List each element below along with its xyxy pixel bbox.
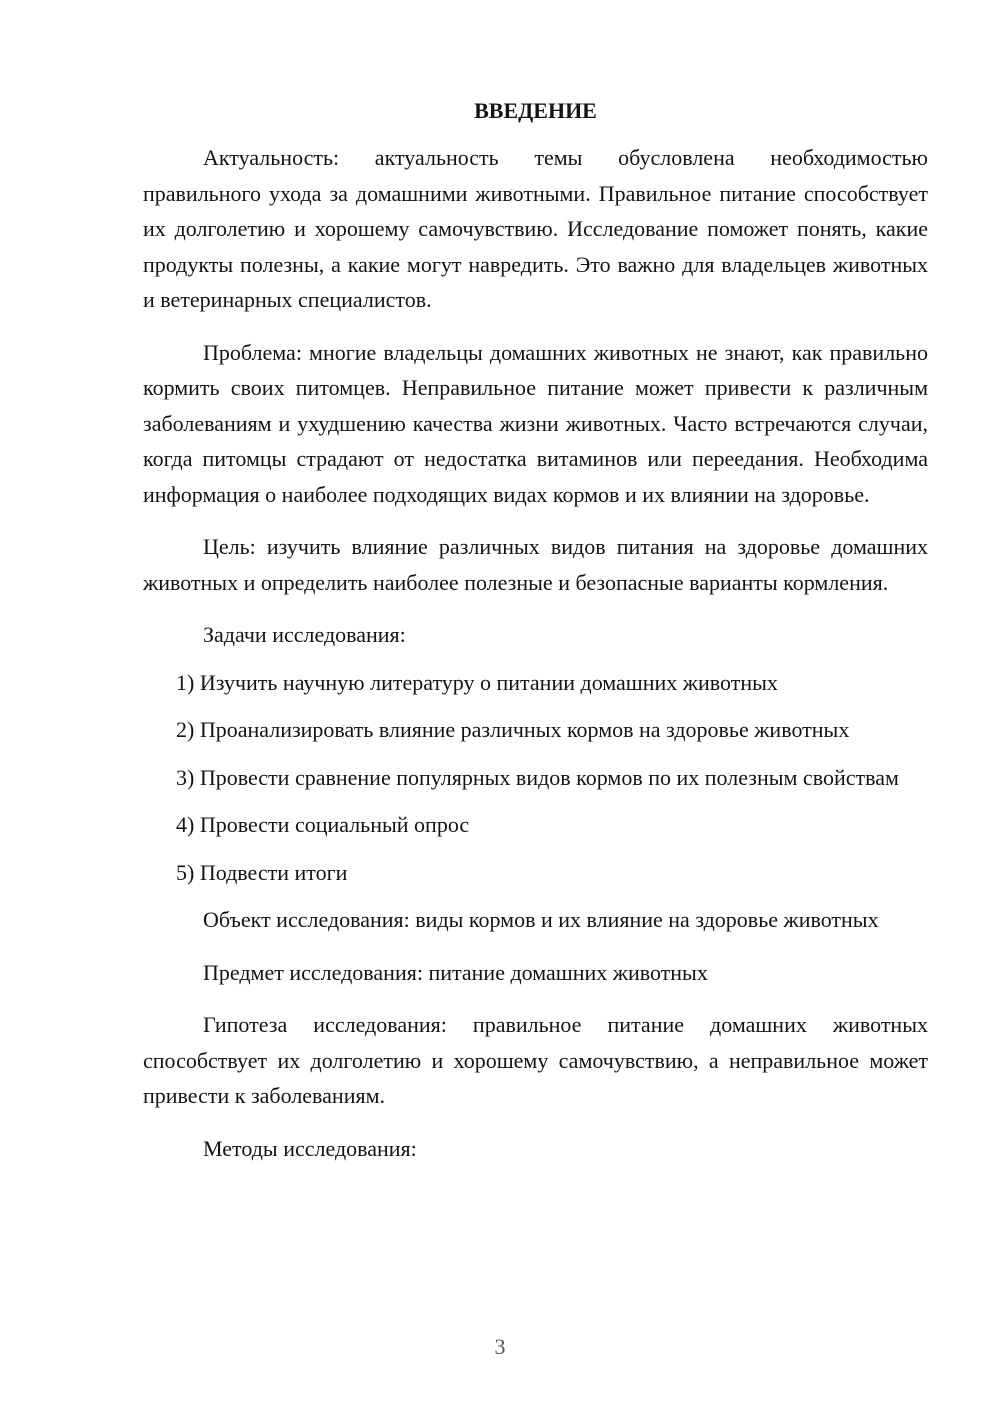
subject-paragraph: Предмет исследования: питание домашних животных [203, 959, 708, 985]
task-item-3: 3) Провести сравнение популярных видов кормов по их полезным свойствам [176, 764, 899, 790]
relevance-paragraph: Актуальность: актуальность темы обусловлена необходимостью правильного ухода за домашними животными. Правильное питание способствует их долголетию и хорошему самочувствию. Исследование поможет понять, какие продукты полезны, а какие могут навредить. Это важно для владельцев животных и ветеринарных специалистов. [143, 145, 928, 312]
task-item-5: 5) Подвести итоги [176, 859, 348, 885]
section-heading: ВВЕДЕНИЕ [474, 98, 597, 123]
tasks-list [143, 665, 928, 891]
problem-paragraph: Проблема: многие владельцы домашних животных не знают, как правильно кормить своих питомцев. Неправильное питание может привести к различным заболеваниям и ухудшению качества жизни животных. Часто встречаются случаи, когда питомцы страдают от недостатка витаминов или переедания. Необходима информация о наиболее подходящих видах кормов и их влиянии на здоровье. [143, 339, 928, 507]
goal-paragraph: Цель: изучить влияние различных видов питания на здоровье домашних животных и определить наиболее полезные и безопасные варианты кормления. [143, 534, 928, 595]
methods-paragraph: Методы исследования: [203, 1135, 417, 1161]
task-item-4: 4) Провести социальный опрос [176, 812, 470, 837]
page-number: 3 [494, 1334, 506, 1359]
object-paragraph: Объект исследования: виды кормов и их влияние на здоровье животных [203, 907, 879, 932]
page-content [143, 96, 928, 1183]
hypothesis-paragraph: Гипотеза исследования: правильное питание домашних животных способствует их долголетию и хорошему самочувствию, а неправильное может привести к заболеваниям. [143, 1012, 928, 1108]
tasks-title: Задачи исследования: [203, 622, 406, 647]
task-item-2: 2) Проанализировать влияние различных кормов на здоровье животных [176, 717, 850, 742]
task-item-1: 1) Изучить научную литературу о питании домашних животных [176, 669, 778, 695]
